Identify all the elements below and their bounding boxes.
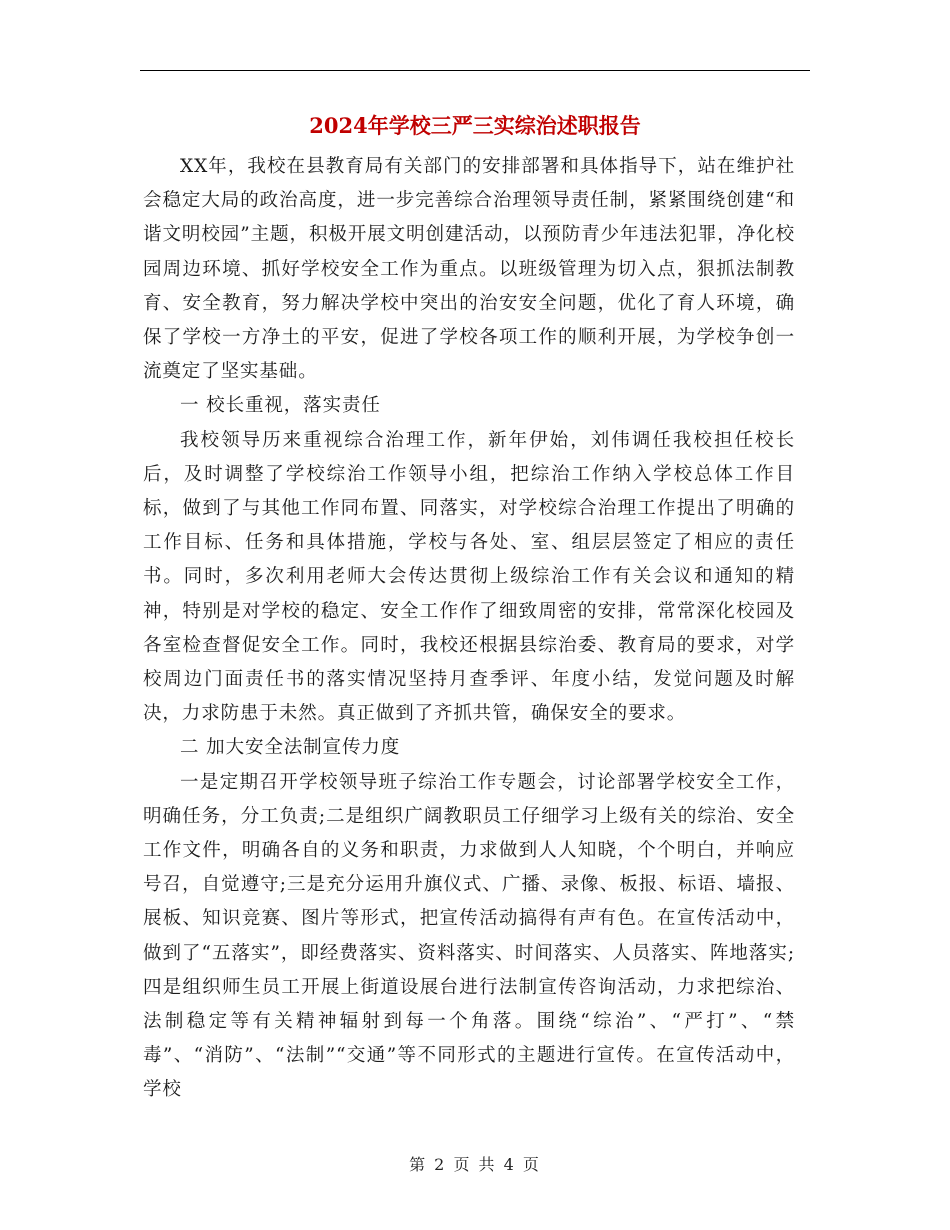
document-title: 2024年学校三严三实综治述职报告 [309,113,641,138]
section-heading-1: 一 校长重视，落实责任 [180,395,381,417]
section-1-paragraph: 我校领导历来重视综合治理工作，新年伊始，刘伟调任我校担任校长后，及时调整了学校综治工作领导小组，把综治工作纳入学校总体工作目标，做到了与其他工作同布置、同落实，对学校综合治理工作提出了明确的工作目标、任务和具体措施，学校与各处、室、组层层签定了相应的责任书。同时，多次利用老师大会传达贯彻上级综治工作有关会议和通知的精神，特别是对学校的稳定、安全工作作了细致周密的安排，常常深化校园及各室检查督促安全工作。同时，我校还根据县综治委、教育局的要求，对学校周边门面责任书的落实情况坚持月查季评、年度小结，发觉问题及时解决，力求防患于未然。真正做到了齐抓共管，确保安全的要求。 [143,429,795,725]
document-body [143,150,795,1108]
intro-paragraph: XX年，我校在县教育局有关部门的安排部署和具体指导下，站在维护社会稳定大局的政治高度，进一步完善综合治理领导责任制，紧紧围绕创建“和谐文明校园”主题，积极开展文明创建活动，以预防青少年违法犯罪，净化校园周边环境、抓好学校安全工作为重点。以班级管理为切入点，狠抓法制教育、安全教育，努力解决学校中突出的治安安全问题，优化了育人环境，确保了学校一方净土的平安，促进了学校各项工作的顺利开展，为学校争创一流奠定了坚实基础。 [143,156,795,383]
section-2-paragraph: 一是定期召开学校领导班子综治工作专题会，讨论部署学校安全工作，明确任务，分工负责;二是组织广阔教职员工仔细学习上级有关的综治、安全工作文件，明确各自的义务和职责，力求做到人人知晓，个个明白，并响应号召，自觉遵守;三是充分运用升旗仪式、广播、录像、板报、标语、墙报、展板、知识竞赛、图片等形式，把宣传活动搞得有声有色。在宣传活动中，做到了“五落实”，即经费落实、资料落实、时间落实、人员落实、阵地落实;四是组织师生员工开展上街道设展台进行法制宣传咨询活动，力求把综治、法制稳定等有关精神辐射到每一个角落。围绕“综治”、“严打”、“禁毒”、“消防”、“法制”“交通”等不同形式的主题进行宣传。在宣传活动中，学校 [143,771,795,1101]
section-heading-2: 二 加大安全法制宣传力度 [180,737,401,759]
header-rule [140,70,810,71]
page-number-footer: 第 2 页 共 4 页 [409,1155,541,1174]
